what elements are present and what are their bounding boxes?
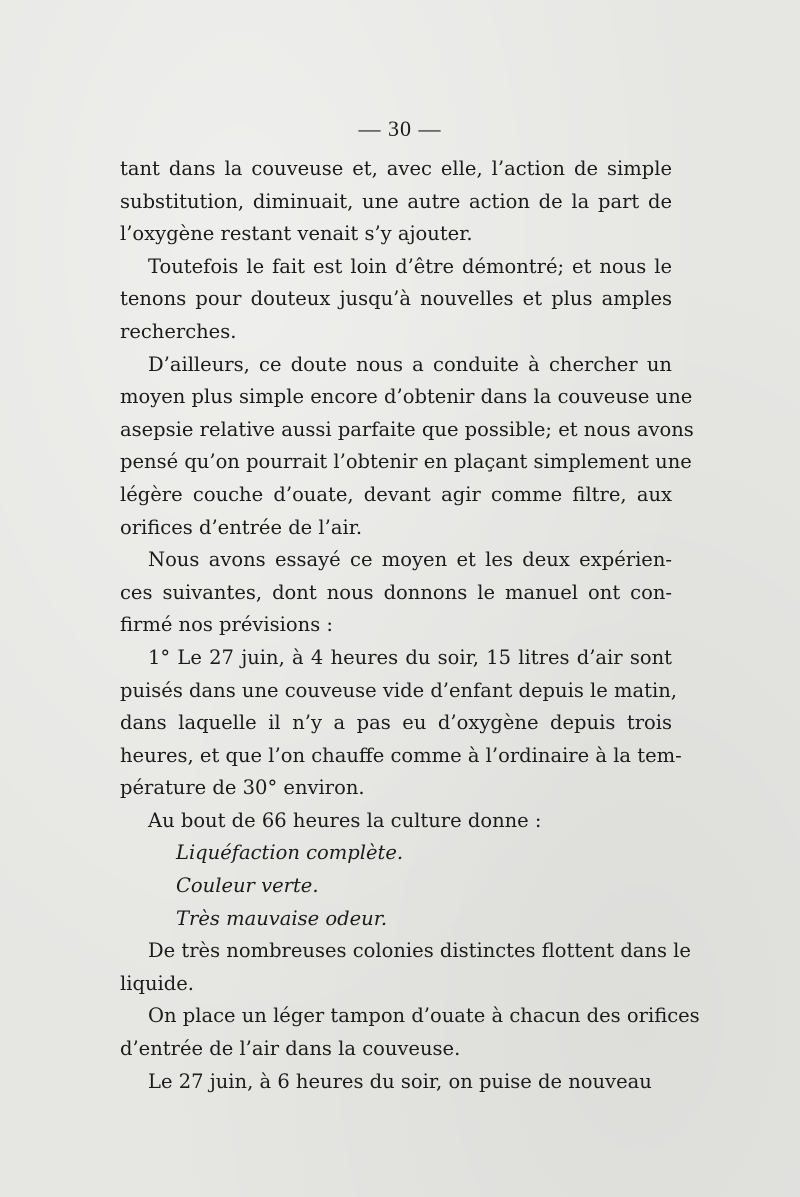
italic-line — [120, 837, 672, 870]
italic-line — [120, 870, 672, 903]
paragraph — [120, 251, 672, 349]
text-line: ces suivantes, dont nous donnons le manuel ont con- — [120, 580, 672, 604]
text-line: substitution, diminuait, une autre action de la part de — [120, 189, 672, 213]
text-line: pérature de 30° environ. — [120, 776, 365, 800]
text-line: asepsie relative aussi parfaite que possible; et nous avons — [120, 417, 694, 441]
text-line: puisés dans une couveuse vide d’enfant depuis le matin, — [120, 678, 677, 702]
paragraph — [120, 153, 672, 251]
text-line: tenons pour douteux jusqu’à nouvelles et plus amples — [120, 287, 672, 311]
paragraph — [120, 349, 694, 545]
text-line: firmé nos prévisions : — [120, 613, 333, 637]
text-line: l’oxygène restant venait s’y ajouter. — [120, 222, 473, 246]
text-line: moyen plus simple encore d’obtenir dans la couveuse une — [120, 385, 693, 409]
text-line: Liquéfaction complète. — [176, 841, 404, 865]
text-line: Nous avons essayé ce moyen et les deux expérien- — [148, 548, 672, 572]
text-line: Très mauvaise odeur. — [176, 906, 388, 930]
italic-line — [120, 903, 672, 936]
text-line: D’ailleurs, ce doute nous a conduite à chercher un — [148, 352, 672, 376]
text-line: Au bout de 66 heures la culture donne : — [148, 808, 542, 832]
text-line: légère couche d’ouate, devant agir comme filtre, aux — [120, 482, 672, 506]
text-line: tant dans la couveuse et, avec elle, l’action de simple — [120, 157, 672, 180]
text-line: On place un léger tampon d’ouate à chacun des orifices — [148, 1004, 700, 1028]
text-line: d’entrée de l’air dans la couveuse. — [120, 1037, 461, 1061]
text-line: De très nombreuses colonies distinctes flottent dans le — [148, 939, 691, 963]
text-line: Couleur verte. — [176, 874, 319, 898]
paragraph — [120, 805, 672, 838]
paragraph — [120, 935, 691, 1000]
body-text — [120, 153, 700, 1098]
text-line: heures, et que l’on chauffe comme à l’ordinaire à la tem- — [120, 743, 682, 767]
text-line: Le 27 juin, à 6 heures du soir, on puise de nouveau — [148, 1069, 652, 1093]
text-line: 1° Le 27 juin, à 4 heures du soir, 15 litres d’air sont — [148, 645, 672, 669]
text-line: dans laquelle il n’y a pas eu d’oxygène depuis trois — [120, 711, 672, 735]
page-number: — 30 — — [358, 116, 442, 141]
paragraph — [120, 1066, 672, 1099]
text-line: recherches. — [120, 319, 237, 343]
text-line: pensé qu’on pourrait l’obtenir en plaçant simplement une — [120, 450, 692, 474]
text-line: Toutefois le fait est loin d’être démontré; et nous le — [148, 254, 672, 278]
paragraph — [120, 642, 682, 805]
text-line: orifices d’entrée de l’air. — [120, 515, 363, 539]
paragraph — [120, 1000, 700, 1065]
text-line: liquide. — [120, 971, 194, 995]
paragraph — [120, 544, 672, 642]
